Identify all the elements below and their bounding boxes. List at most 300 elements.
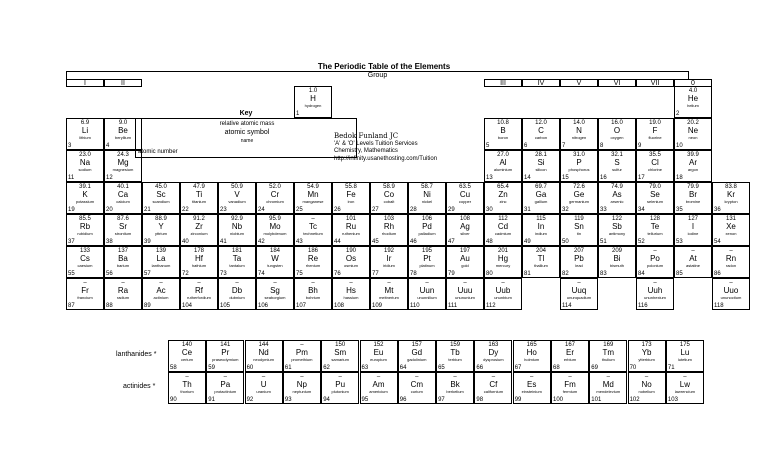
element-number: 77 [372,271,379,277]
element-cell-hf [180,246,218,278]
element-symbol: Ce [181,348,193,357]
element-symbol: Hg [497,254,509,263]
element-cell-cs [66,246,104,278]
element-mass: 204 [535,248,546,254]
element-cell-u [245,372,283,404]
element-mass: 52.0 [269,184,281,190]
element-symbol: Uuh [647,286,663,295]
element-number: 114 [562,303,572,309]
element-symbol: Ge [573,190,585,199]
element-mass: 163 [488,342,499,348]
element-number: 79 [448,271,455,277]
element-name: praseodymium [212,357,239,362]
element-mass: – [644,374,649,380]
element-name: ununhexium [644,295,666,300]
lanthanides-label: lanthanides * [116,351,157,358]
element-symbol: Ac [156,286,166,295]
element-number: 46 [410,239,417,245]
group-header: Group [66,71,689,80]
element-name: sulfur [612,167,622,172]
element-cell-la [142,246,180,278]
element-cell-uuo [712,278,750,310]
element-name: neon [688,135,698,140]
element-name: bismuth [609,263,624,268]
element-mass: 39.9 [687,152,699,158]
element-name: lead [575,263,583,268]
element-number: 20 [106,207,113,213]
element-number: 105 [220,303,231,309]
element-symbol: Te [650,222,660,231]
element-mass: 24.3 [117,152,129,158]
element-number: 45 [372,239,379,245]
element-cell-xe [712,214,750,246]
element-cell-fe [332,182,370,214]
element-symbol: Ga [535,190,547,199]
element-cell-he [674,86,712,118]
key-symbol-label: atomic symbol [224,129,270,136]
element-name: hydrogen [304,103,322,108]
element-name: krypton [724,199,738,204]
element-name: caesium [77,263,93,268]
element-number: 11 [68,175,75,181]
element-name: europium [370,357,387,362]
element-number: 60 [246,365,254,371]
element-name: argon [687,167,699,172]
element-cell-ru [332,214,370,246]
key-title: Key [239,110,253,117]
element-name: strontium [114,231,132,236]
element-name: osmium [343,263,358,268]
element-number: 10 [676,143,683,149]
element-symbol: Lw [679,380,690,389]
element-cell-o [598,118,636,150]
element-symbol: Ra [117,286,129,295]
element-name: zirconium [190,231,208,236]
element-number: 90 [170,397,177,403]
element-cell-sg [256,278,294,310]
element-mass: – [606,374,610,380]
element-number: 25 [296,207,303,213]
brand-logo-text: Bedok Funland JC [334,132,399,140]
element-cell-ho [513,340,551,372]
element-number: 73 [220,271,227,277]
element-mass: – [83,280,87,286]
element-symbol: F [652,126,658,135]
element-cell-se [636,182,674,214]
element-cell-tl [522,246,560,278]
element-symbol: La [156,254,166,263]
element-symbol: H [310,94,316,103]
element-number: 15 [562,175,569,181]
element-number: 95 [361,397,369,403]
element-symbol: Tm [602,348,615,357]
element-mass: 83.8 [725,184,737,190]
element-number: 52 [638,239,645,245]
element-mass: – [577,280,581,286]
element-number: 98 [476,397,484,403]
element-name: francium [77,295,93,300]
element-mass: 28.1 [535,152,547,158]
element-symbol: Se [650,190,660,199]
element-name: indium [535,231,547,236]
element-number: 19 [68,207,75,213]
element-mass: 175 [679,342,690,348]
element-symbol: Ir [386,254,392,263]
element-cell-si [522,150,560,182]
element-cell-bh [294,278,332,310]
element-name: tantalum [229,263,245,268]
element-cell-uub [484,278,522,310]
element-number: 69 [591,365,598,371]
element-symbol: Uuo [723,286,739,295]
element-cell-co [370,182,408,214]
element-name: bohrium [305,295,321,300]
element-symbol: Uuu [457,286,473,295]
element-cell-rn [712,246,750,278]
element-number: 8 [600,143,604,149]
element-cell-ce [168,340,206,372]
element-symbol: Rn [725,254,737,263]
element-name: gold [461,263,469,268]
element-cell-am [360,372,398,404]
element-symbol: Am [372,380,385,389]
element-mass: 14.0 [573,120,585,126]
element-name: thallium [534,263,548,268]
tuition-info [334,132,437,163]
element-symbol: U [260,380,267,389]
element-mass: 207 [573,248,584,254]
element-number: 94 [323,397,330,403]
actinides-label: actinides * [123,383,156,390]
element-mass: 95.9 [269,216,281,222]
element-mass: 101 [345,216,356,222]
element-number: 56 [106,271,113,277]
element-number: 47 [448,239,455,245]
element-name: boron [497,135,509,140]
element-cell-md [589,372,627,404]
element-mass: 19.0 [649,120,661,126]
element-symbol: Eu [373,348,384,357]
element-number: 44 [334,239,341,245]
element-mass: 87.6 [117,216,129,222]
element-symbol: S [614,158,620,167]
element-number: 49 [524,239,531,245]
element-cell-ac [142,278,180,310]
element-cell-np [283,372,321,404]
element-name: rubidium [77,231,93,236]
element-number: 104 [182,303,193,309]
element-name: calcium [116,199,130,204]
element-cell-w [256,246,294,278]
element-symbol: Uub [495,286,511,295]
element-symbol: Cd [497,222,509,231]
element-cell-k [66,182,104,214]
element-name: chromium [266,199,284,204]
element-symbol: Br [689,190,697,199]
element-number: 29 [448,207,455,213]
element-mass: 190 [345,248,356,254]
element-name: uranium [256,389,271,394]
element-mass: – [311,216,315,222]
element-mass: – [729,248,733,254]
element-cell-lu [666,340,704,372]
element-name: selenium [646,199,663,204]
element-number: 13 [486,175,493,181]
element-cell-f [636,118,674,150]
element-cell-ta [218,246,256,278]
element-name: phosphorus [568,167,590,172]
element-name: aluminium [493,167,513,172]
element-name: americium [369,389,388,394]
element-symbol: Cu [459,190,471,199]
element-symbol: Cf [489,380,498,389]
element-name: ununnilium [417,295,437,300]
element-cell-sc [142,182,180,214]
element-symbol: Ne [687,126,699,135]
element-symbol: No [641,380,652,389]
element-name: vanadium [228,199,246,204]
element-number: 37 [68,239,75,245]
element-mass: – [729,280,733,286]
element-cell-b [484,118,522,150]
element-mass: 85.5 [79,216,91,222]
element-number: 50 [562,239,569,245]
element-number: 53 [676,239,683,245]
group-3-header: III [484,79,522,87]
element-cell-cl [636,150,674,182]
element-number: 107 [296,303,307,309]
element-mass: 65.4 [497,184,509,190]
element-cell-i [674,214,712,246]
element-name: iridium [383,263,395,268]
element-mass: 139 [155,248,166,254]
element-mass: – [159,280,163,286]
element-symbol: Sb [612,222,622,231]
element-symbol: In [537,222,545,231]
element-symbol: Gd [411,348,423,357]
element-number: 21 [144,207,151,213]
element-cell-kr [712,182,750,214]
element-number: 43 [296,239,303,245]
element-mass: 131 [725,216,736,222]
element-number: 7 [562,143,566,149]
element-name: tungsten [267,263,283,268]
element-cell-cf [474,372,512,404]
element-name: ytterbium [638,357,655,362]
element-cell-sr [104,214,142,246]
element-symbol: Sn [574,222,584,231]
element-number: 93 [284,397,292,403]
element-cell-uuq [560,278,598,310]
element-number: 5 [486,143,490,149]
element-name: nitrogen [571,135,587,140]
element-cell-po [636,246,674,278]
element-cell-cr [256,182,294,214]
element-symbol: Os [345,254,357,263]
element-number: 87 [68,303,75,309]
element-mass: 192 [383,248,394,254]
element-mass: 92.9 [231,216,243,222]
element-name: thorium [180,389,194,394]
element-number: 3 [68,143,72,149]
element-name: actinium [153,295,169,300]
element-cell-ba [104,246,142,278]
element-symbol: Nb [231,222,243,231]
element-symbol: Rb [79,222,91,231]
element-cell-mn [294,182,332,214]
element-mass: – [691,248,695,254]
element-number: 89 [144,303,151,309]
element-cell-er [551,340,589,372]
element-name: radon [725,263,737,268]
element-number: 54 [714,239,721,245]
element-cell-pb [560,246,598,278]
element-number: 1 [296,111,300,117]
element-symbol: B [500,126,506,135]
element-symbol: Th [182,380,192,389]
element-mass: 31.0 [573,152,585,158]
key-name-label: name [240,138,254,144]
element-symbol: Pu [335,380,346,389]
element-cell-tc [294,214,332,246]
element-mass: 165 [526,342,537,348]
element-symbol: Es [527,380,537,389]
element-symbol: Zr [195,222,203,231]
element-number: 51 [600,239,607,245]
element-number: 58 [170,365,177,371]
element-cell-pu [321,372,359,404]
element-name: berkelium [446,389,464,394]
key-box [135,110,357,158]
element-number: 14 [524,175,531,181]
element-cell-y [142,214,180,246]
element-symbol: Uuq [571,286,587,295]
element-cell-pd [408,214,446,246]
element-name: nobelium [638,389,655,394]
element-cell-in [522,214,560,246]
element-symbol: Y [158,222,164,231]
element-number: 30 [486,207,493,213]
element-number: 72 [182,271,189,277]
element-name: iodine [687,231,699,236]
element-name: seaborgium [264,295,286,300]
element-mass: 72.6 [573,184,585,190]
element-symbol: Na [79,158,91,167]
element-cell-db [218,278,256,310]
element-mass: 169 [603,342,614,348]
element-mass: 58.9 [383,184,395,190]
element-name: fluorine [648,135,662,140]
element-symbol: Pd [422,222,432,231]
element-symbol: N [576,126,582,135]
element-name: helium [687,103,699,108]
element-number: 81 [524,271,531,277]
element-mass: 40.1 [117,184,129,190]
element-name: manganese [302,199,324,204]
element-cell-fm [551,372,589,404]
element-mass: 112 [498,216,508,222]
element-mass: 195 [421,248,432,254]
element-number: 82 [562,271,569,277]
element-cell-ra [104,278,142,310]
element-number: 22 [182,207,189,213]
element-symbol: Rh [383,222,395,231]
element-name: astatine [685,263,700,268]
element-name: lithium [79,135,91,140]
element-mass: 32.1 [611,152,623,158]
element-mass: 159 [450,342,461,348]
element-symbol: At [689,254,697,263]
element-mass: 127 [687,216,698,222]
element-mass: 181 [231,248,242,254]
element-name: copper [458,199,472,204]
element-cell-v [218,182,256,214]
element-mass: 6.9 [80,120,90,126]
element-name: radium [116,295,130,300]
element-symbol: Db [231,286,243,295]
element-cell-hs [332,278,370,310]
element-cell-fr [66,278,104,310]
element-mass: – [338,374,342,380]
page-title: The Periodic Table of the Elements [317,62,451,71]
element-mass: 103 [383,216,394,222]
element-name: sodium [78,167,92,172]
element-number: 6 [524,143,528,149]
element-name: gadolinium [407,357,427,362]
element-symbol: Tb [450,348,460,357]
element-name: gallium [534,199,548,204]
element-name: lawrencium [674,389,695,394]
element-name: thulium [601,357,615,362]
element-mass: – [235,280,239,286]
element-name: fermium [562,389,578,394]
element-number: 36 [714,207,721,213]
element-mass: 10.8 [497,120,509,126]
element-cell-es [513,372,551,404]
element-cell-sb [598,214,636,246]
element-symbol: C [538,126,544,135]
element-mass: – [387,280,391,286]
element-number: 76 [334,271,341,277]
element-mass: – [121,280,125,286]
element-mass: 23.0 [79,152,91,158]
element-symbol: Po [650,254,660,263]
element-name: iron [347,199,355,204]
element-number: 106 [258,303,269,309]
element-number: 85 [676,271,683,277]
element-mass: 88.9 [155,216,167,222]
element-cell-uuh [636,278,674,310]
element-mass: 157 [411,342,422,348]
element-cell-bi [598,246,636,278]
element-cell-at [674,246,712,278]
element-cell-cu [446,182,484,214]
element-name: einsteinium [521,389,542,394]
element-mass: 119 [574,216,584,222]
element-cell-au [446,246,484,278]
element-name: silver [460,231,470,236]
element-cell-ca [104,182,142,214]
element-name: palladium [418,231,436,236]
info-line-2: Chemistry, Mathematics [334,148,398,155]
element-number: 86 [714,271,721,277]
element-number: 118 [714,303,724,309]
element-cell-nd [245,340,283,372]
element-number: 42 [258,239,265,245]
key-number-label: atomic number [138,149,178,155]
element-name: rhodium [381,231,397,236]
element-cell-gd [398,340,436,372]
